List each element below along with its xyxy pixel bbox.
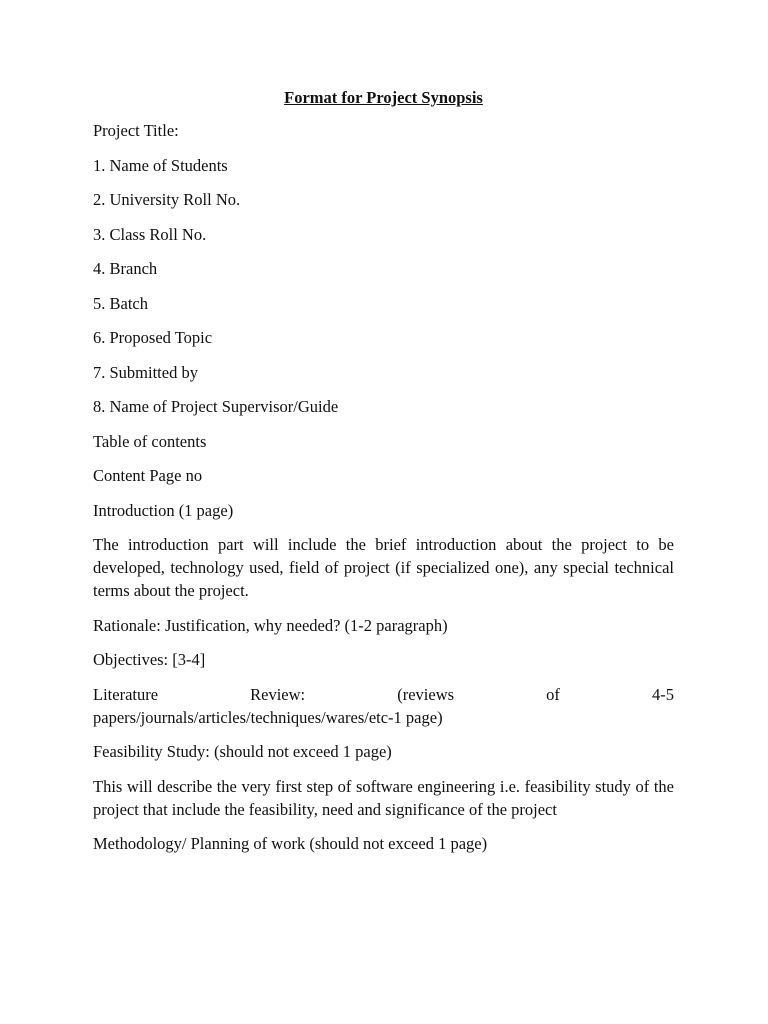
document-title: Format for Project Synopsis: [284, 88, 483, 107]
list-item: 5. Batch: [93, 293, 148, 313]
project-title-label: Project Title:: [93, 121, 179, 140]
literature-word: Review:: [250, 684, 306, 704]
feasibility-heading: Feasibility Study: (should not exceed 1 page): [93, 742, 392, 761]
list-item: 8. Name of Project Supervisor/Guide: [93, 397, 339, 416]
objectives-line: Objectives: [3-4]: [93, 650, 206, 669]
list-item: 1. Name of Students: [93, 155, 228, 175]
literature-review-continuation: papers/journals/articles/techniques/wares/etc-1 page): [93, 707, 443, 727]
literature-word: 4-5: [651, 684, 674, 704]
document-page: [93, 86, 674, 867]
introduction-paragraph: The introduction part will include the brief introduction about the project to be developed, technology used, field of project (if specialized one), any special technical terms about the project.: [93, 535, 674, 600]
introduction-heading: Introduction (1 page): [93, 500, 234, 520]
list-item: 2. University Roll No.: [93, 190, 241, 209]
feasibility-paragraph: This will describe the very first step of software engineering i.e. feasibility study of the project that include the feasibility, need and significance of the project: [93, 776, 674, 819]
list-item: 4. Branch: [93, 259, 158, 278]
list-item: 3. Class Roll No.: [93, 224, 207, 244]
content-page-label: Content Page no: [93, 466, 203, 485]
rationale-line: Rationale: Justification, why needed? (1-2 paragraph): [93, 615, 448, 635]
literature-word: of: [546, 684, 560, 704]
methodology-line: Methodology/ Planning of work (should not exceed 1 page): [93, 834, 488, 853]
literature-review-block: [93, 683, 674, 729]
literature-review-first-line: [93, 683, 674, 706]
literature-word: Literature: [93, 684, 159, 704]
toc-heading: Table of contents: [93, 431, 207, 451]
list-item: 7. Submitted by: [93, 362, 198, 382]
list-item: 6. Proposed Topic: [93, 328, 213, 347]
literature-word: (reviews: [397, 684, 455, 704]
